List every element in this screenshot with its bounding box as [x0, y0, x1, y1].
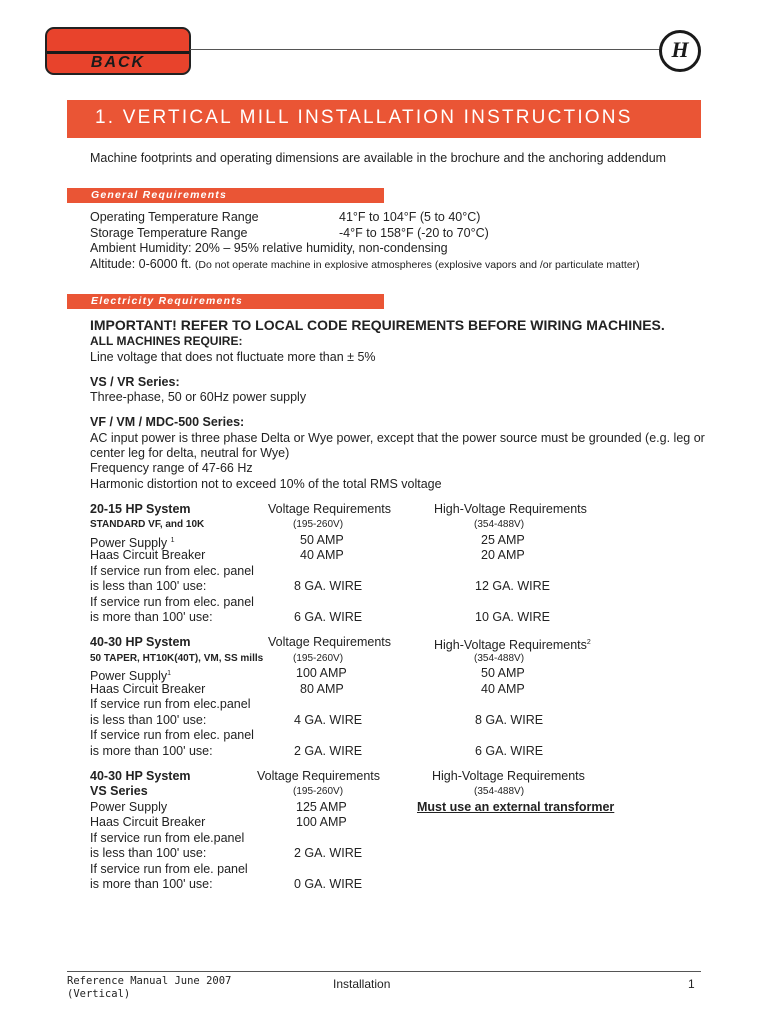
altitude-text: Altitude: 0-6000 ft. (Do not operate machine in explosive atmospheres (explosive vapors and /or particulate matter) — [90, 257, 640, 271]
system3-subtitle: VS Series — [90, 784, 148, 798]
footer-manual-sub: (Vertical) — [67, 988, 131, 1000]
system1-power-label: Power Supply $^1$ — [90, 536, 175, 551]
system3-col1-head: Voltage Requirements — [257, 769, 380, 783]
system3-run1-a: If service run from ele.panel — [90, 831, 245, 845]
haas-logo-icon: H — [659, 30, 701, 72]
system1-run2-v: 6 GA. WIRE — [294, 610, 363, 624]
system1-col1-range: (195-260V) — [293, 519, 344, 530]
system2-subtitle: 50 TAPER, HT10K(40T), VM, SS mills — [90, 653, 264, 664]
system1-col1-head: Voltage Requirements — [268, 502, 391, 516]
system1-breaker-hv: 20 AMP — [481, 548, 525, 562]
footer-section: Installation — [333, 977, 391, 991]
system3-run2-v: 0 GA. WIRE — [294, 877, 363, 891]
system2-breaker-v: 80 AMP — [300, 682, 344, 696]
system1-run1-hv: 12 GA. WIRE — [475, 579, 551, 593]
altitude-note: (Do not operate machine in explosive atmospheres (explosive vapors and /or particulate matter) — [194, 259, 640, 271]
system1-breaker-label: Haas Circuit Breaker — [90, 548, 206, 562]
storage-temp-label: Storage Temperature Range — [90, 226, 248, 240]
system3-title: 40-30 HP System — [90, 769, 191, 783]
system2-run1-hv: 8 GA. WIRE — [475, 713, 544, 727]
system3-col1-range: (195-260V) — [293, 786, 344, 797]
system3-run2-b: is more than 100' use: — [90, 877, 213, 891]
system3-power-v: 125 AMP — [296, 800, 347, 814]
system3-run2-a: If service run from ele. panel — [90, 862, 248, 876]
back-button[interactable] — [45, 27, 191, 75]
system2-run1-v: 4 GA. WIRE — [294, 713, 363, 727]
vs-vr-title: VS / VR Series: — [90, 375, 180, 389]
system1-run1-v: 8 GA. WIRE — [294, 579, 363, 593]
general-requirements-bar — [67, 188, 384, 203]
system3-breaker-label: Haas Circuit Breaker — [90, 815, 206, 829]
system2-breaker-label: Haas Circuit Breaker — [90, 682, 206, 696]
system1-power-v: 50 AMP — [300, 533, 344, 547]
vf-line4: Harmonic distortion not to exceed 10% of the total RMS voltage — [90, 477, 442, 491]
humidity-text: Ambient Humidity: 20% – 95% relative humidity, non-condensing — [90, 241, 448, 255]
system3-power-label: Power Supply — [90, 800, 168, 814]
system1-run2-a: If service run from elec. panel — [90, 595, 254, 609]
footer-rule — [67, 971, 701, 972]
vf-line3: Frequency range of 47-66 Hz — [90, 461, 253, 475]
system3-run1-v: 2 GA. WIRE — [294, 846, 363, 860]
page-title: 1. VERTICAL MILL INSTALLATION INSTRUCTIONS — [95, 107, 633, 128]
storage-temp-value: -4°F to 158°F (-20 to 70°C) — [339, 226, 489, 240]
header-rule — [190, 49, 660, 50]
general-requirements-heading: General Requirements — [91, 189, 228, 201]
important-notice: IMPORTANT! REFER TO LOCAL CODE REQUIREMENTS BEFORE WIRING MACHINES. — [90, 317, 665, 333]
system2-run2-a: If service run from elec. panel — [90, 728, 254, 742]
page-number: 1 — [688, 977, 695, 991]
system2-title: 40-30 HP System — [90, 635, 191, 649]
electricity-requirements-bar — [67, 294, 384, 309]
system2-run1-a: If service run from elec.panel — [90, 697, 251, 711]
system2-col2-range: (354-488V) — [474, 653, 525, 664]
system2-col1-head: Voltage Requirements — [268, 635, 391, 649]
system2-power-hv: 50 AMP — [481, 666, 525, 680]
electricity-requirements-heading: Electricity Requirements — [91, 295, 243, 307]
vf-title: VF / VM / MDC-500 Series: — [90, 415, 245, 429]
system1-run2-hv: 10 GA. WIRE — [475, 610, 551, 624]
system2-power-label: Power Supply$^1$ — [90, 669, 172, 684]
system1-subtitle: STANDARD VF, and 10K — [90, 519, 205, 530]
system2-run2-hv: 6 GA. WIRE — [475, 744, 544, 758]
system2-run2-v: 2 GA. WIRE — [294, 744, 363, 758]
system1-run1-a: If service run from elec. panel — [90, 564, 254, 578]
system3-col2-range: (354-488V) — [474, 786, 525, 797]
system3-transformer-note: Must use an external transformer — [417, 800, 615, 814]
system3-run1-b: is less than 100' use: — [90, 846, 207, 860]
op-temp-value: 41°F to 104°F (5 to 40°C) — [339, 210, 481, 224]
system2-col2-head: High-Voltage Requirements$^2$ — [434, 638, 591, 653]
system2-power-v: 100 AMP — [296, 666, 347, 680]
vs-vr-text: Three-phase, 50 or 60Hz power supply — [90, 390, 307, 404]
page-title-bar — [67, 100, 701, 138]
vf-line2: center leg for delta, neutral for Wye) — [90, 446, 290, 460]
line-voltage-text: Line voltage that does not fluctuate more than ± 5% — [90, 350, 376, 364]
system1-run2-b: is more than 100' use: — [90, 610, 213, 624]
vf-line1: AC input power is three phase Delta or Wye power, except that the power source must be grounded (e.g. leg or — [90, 431, 705, 445]
system1-col2-head: High-Voltage Requirements — [434, 502, 587, 516]
system1-power-hv: 25 AMP — [481, 533, 525, 547]
system2-col1-range: (195-260V) — [293, 653, 344, 664]
system1-breaker-v: 40 AMP — [300, 548, 344, 562]
back-button-label: BACK — [90, 54, 146, 71]
footer-manual-title: Reference Manual June 2007 — [67, 975, 232, 987]
system2-breaker-hv: 40 AMP — [481, 682, 525, 696]
system1-col2-range: (354-488V) — [474, 519, 525, 530]
system3-col2-head: High-Voltage Requirements — [432, 769, 585, 783]
op-temp-label: Operating Temperature Range — [90, 210, 259, 224]
all-machines-require: ALL MACHINES REQUIRE: — [90, 334, 243, 348]
system3-breaker-v: 100 AMP — [296, 815, 347, 829]
system2-run1-b: is less than 100' use: — [90, 713, 207, 727]
intro-text: Machine footprints and operating dimensions are available in the brochure and the anchoring addendum — [90, 151, 667, 165]
system2-run2-b: is more than 100' use: — [90, 744, 213, 758]
system1-run1-b: is less than 100' use: — [90, 579, 207, 593]
system1-title: 20-15 HP System — [90, 502, 191, 516]
